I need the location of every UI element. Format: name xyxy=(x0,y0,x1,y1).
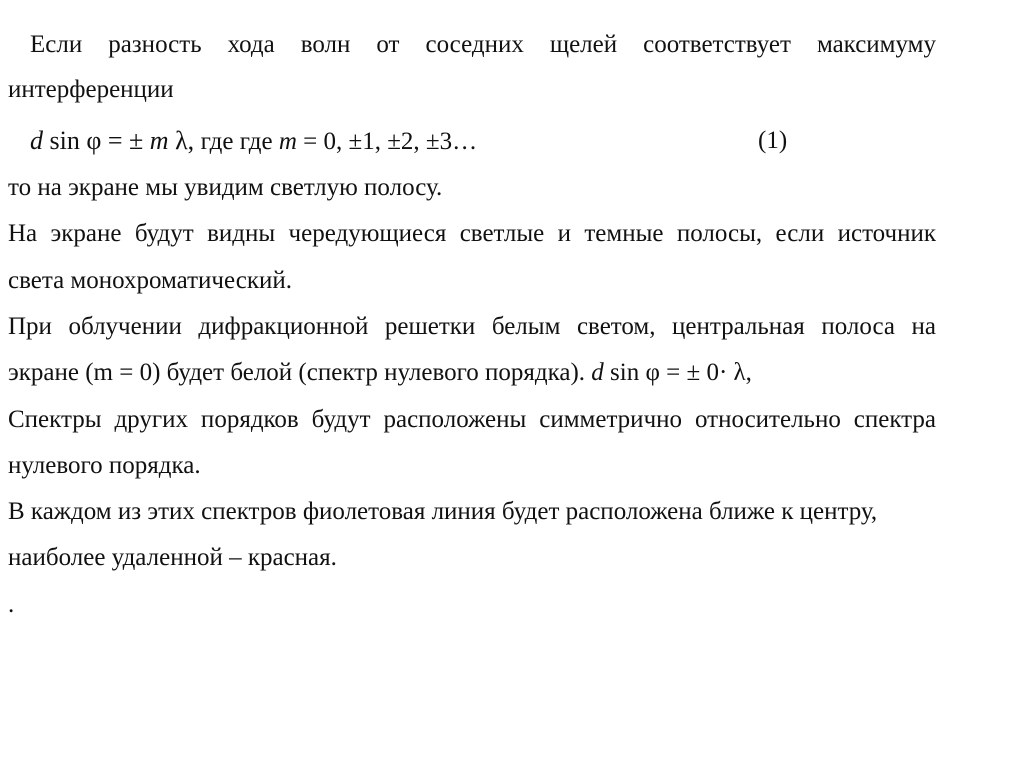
paragraph-line-4: На экране будут видны чередующиеся светлые и темные полосы, если источник xyxy=(8,220,936,247)
paragraph-line-7 xyxy=(8,358,936,388)
formula-1-d: d xyxy=(30,126,43,155)
formula-1-values: = 0, ±1, ±2, ±3 xyxy=(296,128,453,155)
formula-1-where: где где xyxy=(200,128,279,155)
paragraph-line-8: Спектры других порядков будут расположены симметрично относительно спектра xyxy=(8,406,936,433)
paragraph-line-11: наиболее удаленной – красная. xyxy=(8,544,337,571)
paragraph-line-7-text: экране (m = 0) будет белой (спектр нулевого порядка). xyxy=(8,359,592,386)
paragraph-line-5: света монохроматический. xyxy=(8,267,292,294)
paragraph-line-1: Если разность хода волн от соседних щелей соответствует максимуму xyxy=(30,31,936,58)
paragraph-line-2: интерференции xyxy=(8,76,174,103)
formula-1-number: (1) xyxy=(758,127,788,154)
formula-1-sin: sin φ = ± xyxy=(43,126,150,155)
formula-1-m: m xyxy=(149,126,169,155)
formula-2-d: d xyxy=(591,359,604,386)
paragraph-line-9: нулевого порядка. xyxy=(8,452,201,479)
paragraph-line-12: . xyxy=(8,591,15,618)
formula-1-ellipsis: … xyxy=(452,128,479,155)
formula-2-rest: sin φ = ± 0· λ, xyxy=(603,359,752,386)
paragraph-line-3: то на экране мы увидим светлую полосу. xyxy=(8,174,443,201)
paragraph-line-6: При облучении дифракционной решетки белым светом, центральная полоса на xyxy=(8,313,936,340)
paragraph-line-10: В каждом из этих спектров фиолетовая линия будет расположена ближе к центру, xyxy=(8,498,878,525)
formula-1 xyxy=(30,126,930,157)
formula-1-m-values: m xyxy=(278,128,297,155)
formula-1-lambda: λ, xyxy=(168,126,201,155)
